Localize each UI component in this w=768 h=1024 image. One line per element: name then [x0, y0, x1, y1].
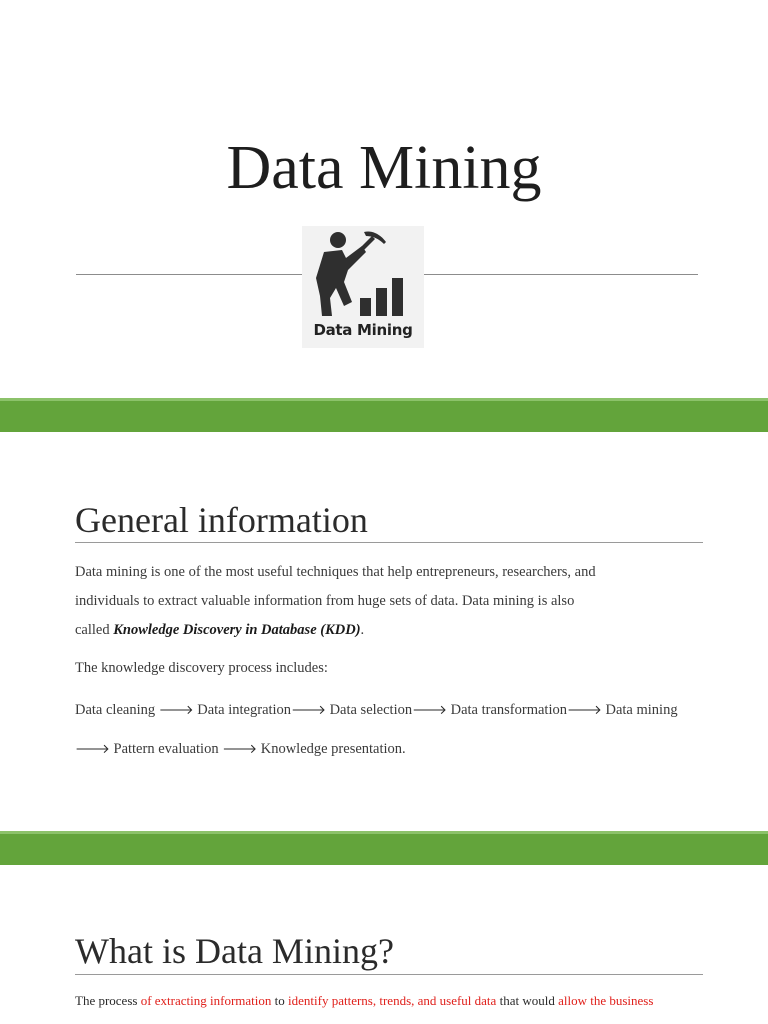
section-heading: General information: [75, 500, 368, 540]
kdd-term: Knowledge Discovery in Database (KDD): [113, 622, 361, 638]
arrow-right-icon: 🡒: [222, 742, 258, 757]
highlight-text: allow the business: [558, 993, 654, 1008]
data-mining-logo: [302, 226, 424, 348]
highlight-text: identify patterns, trends, and useful data: [288, 993, 497, 1008]
what-is-data-mining-slide: [0, 865, 768, 1024]
process-step: Pattern evaluation: [113, 741, 223, 757]
page-title: Data Mining: [226, 134, 542, 202]
arrow-right-icon: 🡒: [566, 703, 602, 718]
title-slide: [0, 0, 768, 398]
title-rule-right: [422, 274, 698, 275]
arrow-right-icon: 🡒: [291, 703, 326, 718]
title-rule-left: [76, 274, 304, 275]
arrow-right-icon: 🡒: [75, 742, 110, 757]
paragraph-line: Data mining is one of the most useful techniques that help entrepreneurs, researchers, and: [75, 564, 596, 580]
text-span: called: [75, 622, 114, 638]
text-span: that would: [496, 993, 559, 1008]
heading-rule: [75, 542, 703, 543]
process-steps-line: [75, 741, 715, 758]
text-span: The process: [75, 993, 141, 1008]
process-step: Knowledge presentation.: [260, 741, 406, 757]
process-intro: The knowledge discovery process includes:: [75, 660, 328, 676]
heading-rule: [75, 974, 703, 975]
section-heading: What is Data Mining?: [75, 931, 394, 971]
process-step: Data mining: [605, 702, 678, 718]
slide-separator: [0, 398, 768, 432]
process-step: Data integration: [197, 702, 292, 718]
text-span: .: [360, 622, 365, 638]
slide-separator: [0, 831, 768, 865]
arrow-right-icon: 🡒: [158, 703, 194, 718]
general-information-slide: [0, 432, 768, 831]
process-step: Data cleaning: [75, 702, 159, 718]
logo-caption: Data Mining: [313, 321, 413, 339]
text-span: to: [271, 993, 289, 1008]
process-steps-line: [75, 702, 715, 719]
paragraph-line: [75, 993, 653, 1009]
paragraph-line: [75, 622, 715, 639]
process-step: Data selection: [329, 702, 413, 718]
arrow-right-icon: 🡒: [412, 703, 447, 718]
process-step: Data transformation: [450, 702, 567, 718]
highlight-text: of extracting information: [140, 993, 272, 1008]
paragraph-line: individuals to extract valuable information from huge sets of data. Data mining is also: [75, 593, 575, 609]
